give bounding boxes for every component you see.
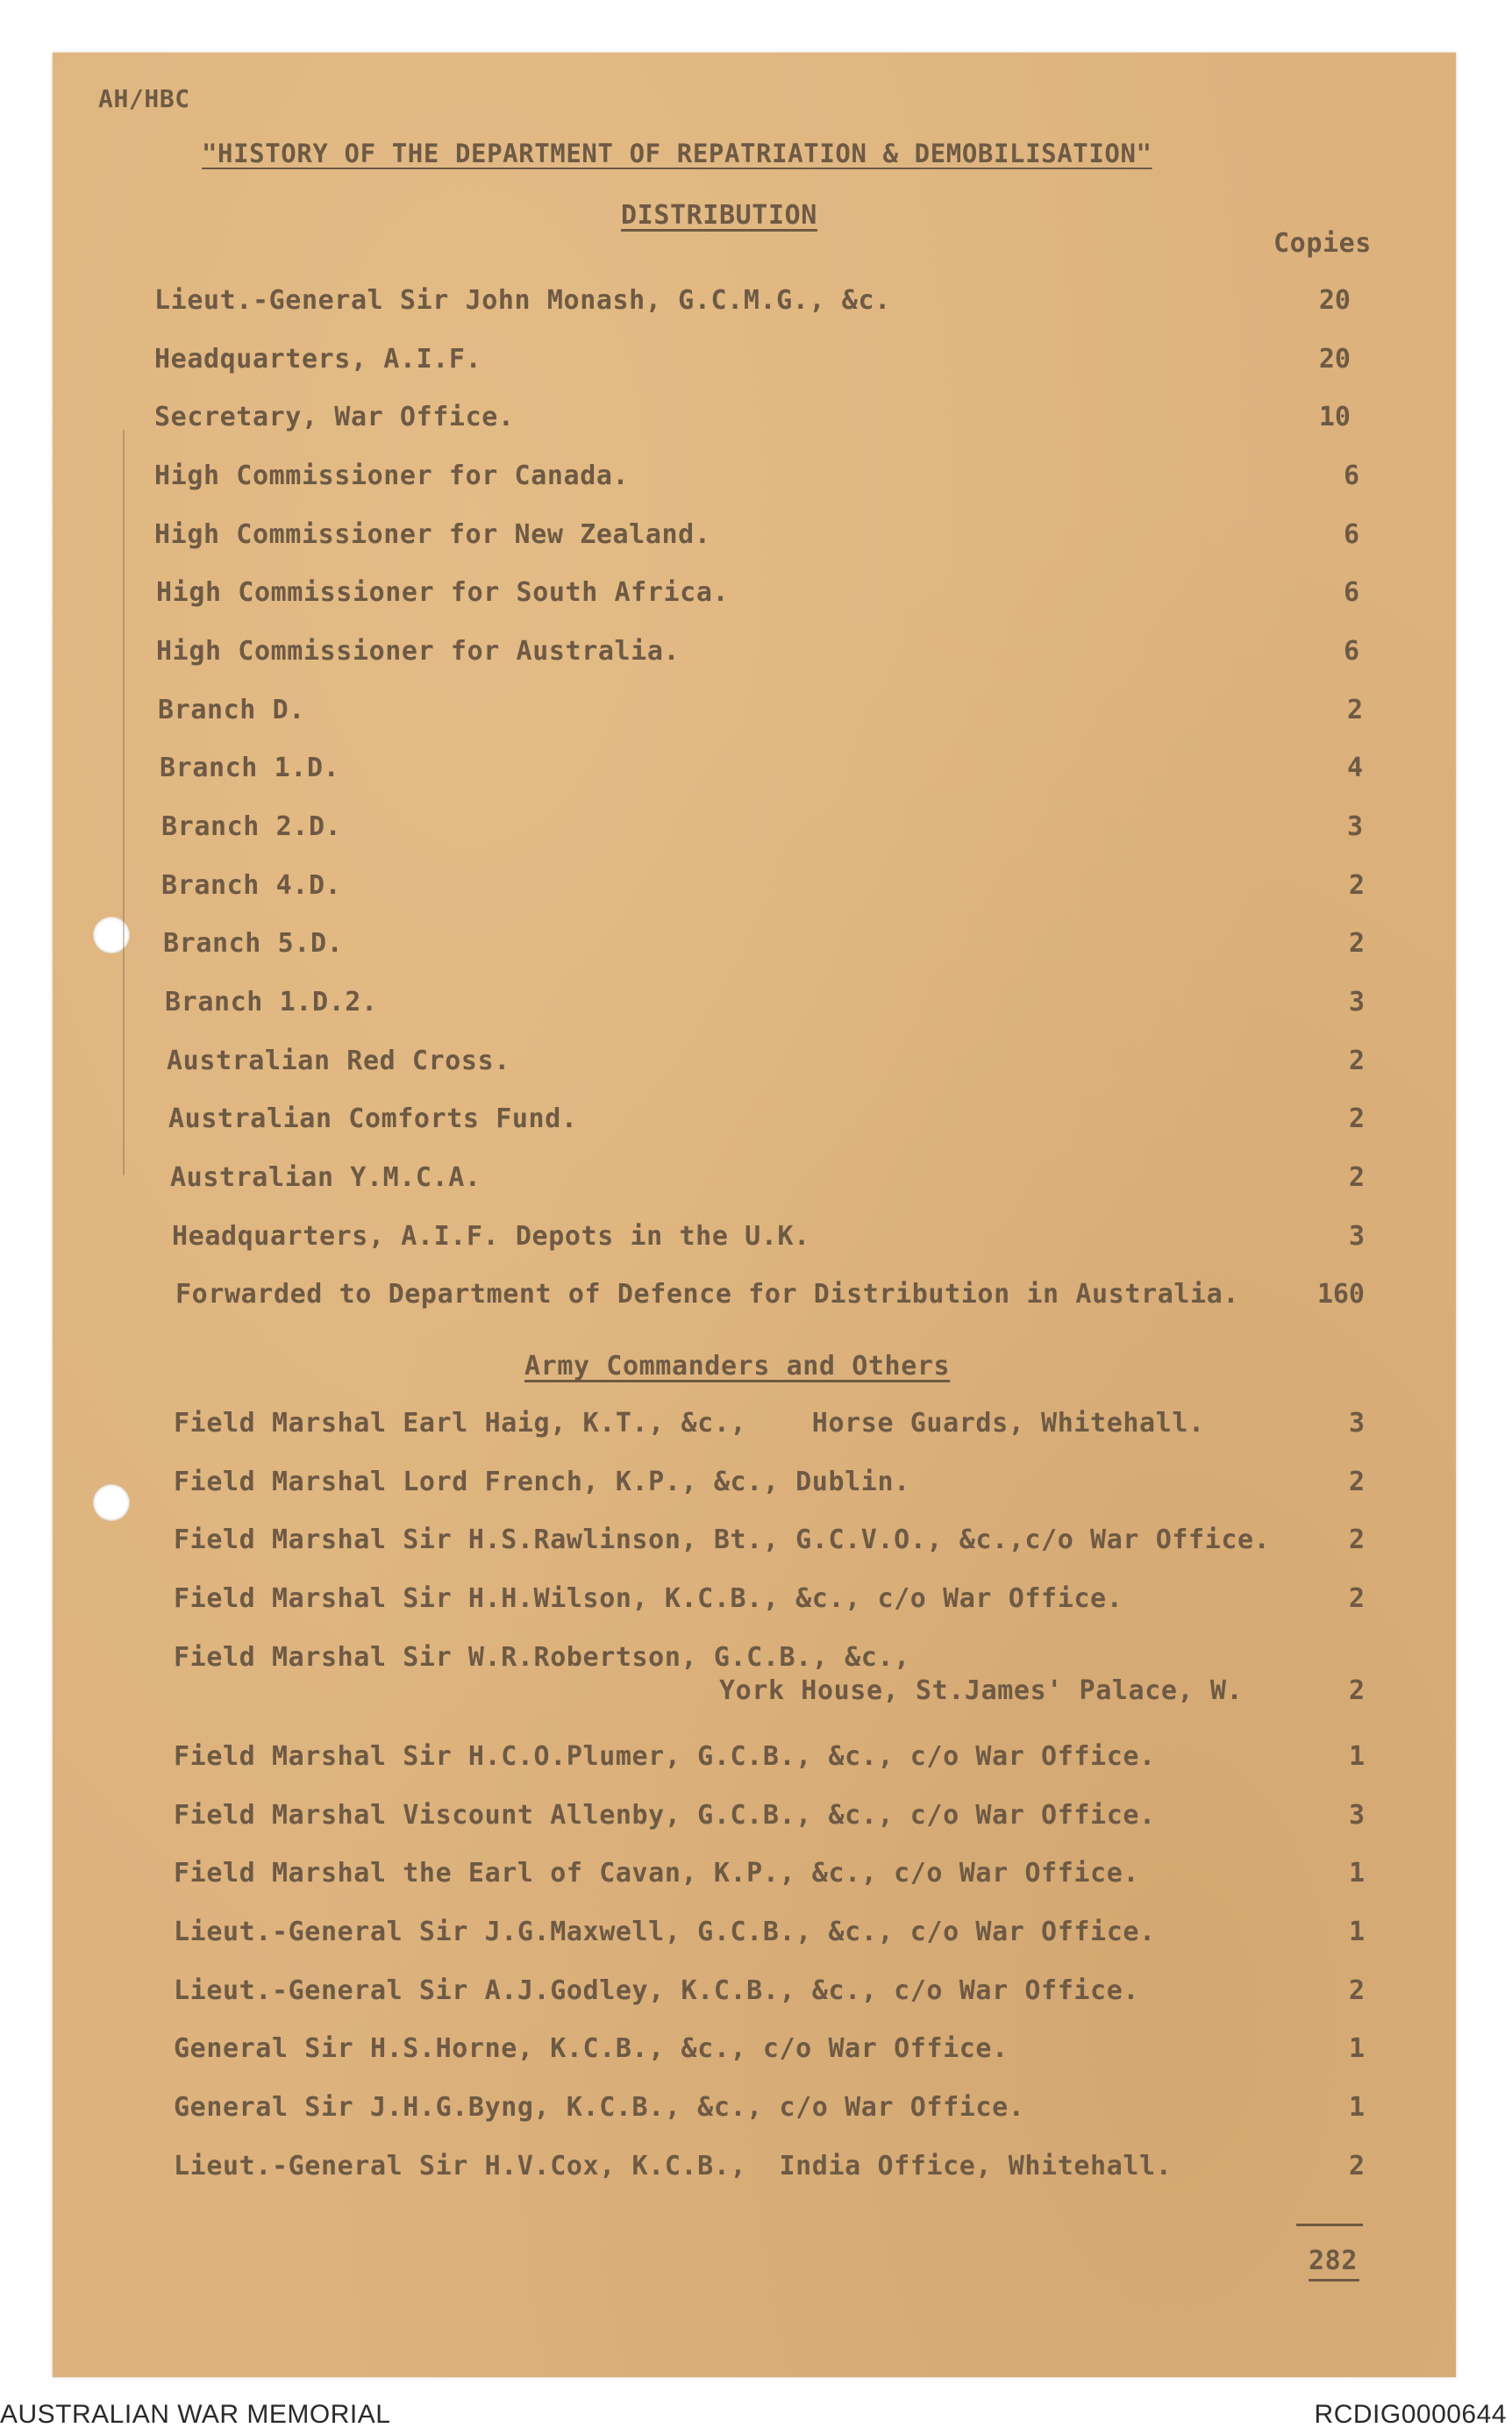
list-item (174, 1975, 1365, 2010)
list-item (174, 1408, 1365, 1443)
list-item (174, 1741, 1365, 1776)
recipient-name: Australian Comforts Fund. (168, 1103, 578, 1134)
recipient-name: Field Marshal Viscount Allenby, G.C.B., &c., c/o War Office. (174, 1800, 1156, 1831)
list-item (174, 2092, 1365, 2127)
footer-institution: AUSTRALIAN WAR MEMORIAL (0, 2400, 391, 2429)
copies-count: 20 (1318, 344, 1351, 375)
list-item (158, 695, 1363, 730)
recipient-name: Field Marshal Earl Haig, K.T., &c., Horse Guards, Whitehall. (174, 1408, 1205, 1439)
copies-column-header: Copies (1273, 228, 1372, 259)
copies-count: 3 (1348, 1221, 1365, 1252)
copies-count: 2 (1348, 1103, 1365, 1134)
recipient-name: Branch 1.D. (160, 753, 340, 783)
recipient-name: Forwarded to Department of Defence for Distribution in Australia. (175, 1279, 1239, 1310)
document-title: "HISTORY OF THE DEPARTMENT OF REPATRIATION & DEMOBILISATION" (202, 139, 1152, 168)
list-item (154, 402, 1351, 437)
list-item (174, 1917, 1365, 1952)
copies-count: 6 (1343, 636, 1359, 667)
list-item (172, 1221, 1365, 1256)
recipient-name: Field Marshal Sir W.R.Robertson, G.C.B., &c., (174, 1642, 910, 1673)
distribution-heading: DISTRIBUTION (621, 200, 817, 231)
recipient-name: Branch D. (158, 695, 305, 725)
copies-count: 3 (1348, 1408, 1365, 1439)
list-item (165, 987, 1365, 1022)
recipient-name: Lieut.-General Sir H.V.Cox, K.C.B., India Office, Whitehall. (174, 2151, 1173, 2182)
copies-count: 2 (1348, 870, 1365, 901)
recipient-name: Field Marshal Lord French, K.P., &c., Dublin. (174, 1467, 910, 1497)
footer-record-id: RCDIG0000644 (1314, 2400, 1507, 2429)
copies-count: 2 (1348, 928, 1365, 959)
recipient-address: York House, St.James' Palace, W. (719, 1675, 1244, 1706)
copies-count: 4 (1346, 753, 1363, 783)
copies-count: 2 (1348, 1583, 1365, 1614)
recipient-name: High Commissioner for Australia. (156, 636, 681, 667)
copies-count: 6 (1343, 519, 1359, 550)
recipient-name: General Sir H.S.Horne, K.C.B., &c., c/o War Office. (174, 2033, 1009, 2064)
recipient-name: Branch 1.D.2. (165, 987, 378, 1018)
recipient-name: Secretary, War Office. (154, 402, 515, 432)
list-item (174, 1642, 1365, 1706)
recipient-name: High Commissioner for South Africa. (156, 577, 730, 608)
copies-count: 3 (1348, 1800, 1365, 1831)
list-item (174, 2151, 1365, 2186)
list-item (174, 1800, 1365, 1835)
section-heading-army-commanders: Army Commanders and Others (524, 1351, 951, 1382)
recipient-name: High Commissioner for Canada. (154, 461, 630, 491)
copies-count: 160 (1316, 1279, 1365, 1310)
list-item (174, 1525, 1365, 1560)
list-item (154, 519, 1359, 554)
copies-count: 6 (1343, 461, 1359, 491)
punch-hole-bottom (93, 1484, 130, 1521)
copies-count: 20 (1318, 285, 1351, 316)
list-item (175, 1279, 1365, 1314)
recipient-name: Headquarters, A.I.F. (154, 344, 482, 375)
total-rule (1296, 2224, 1363, 2226)
copies-count: 2 (1348, 1046, 1365, 1076)
list-item (154, 285, 1351, 320)
recipient-name: Lieut.-General Sir A.J.Godley, K.C.B., &c., c/o War Office. (174, 1975, 1140, 2006)
document-reference: AH/HBC (98, 84, 190, 113)
list-item (160, 753, 1363, 788)
list-item (163, 928, 1365, 963)
recipient-name: General Sir J.H.G.Byng, K.C.B., &c., c/o War Office. (174, 2092, 1025, 2123)
copies-count: 2 (1348, 1525, 1365, 1555)
recipient-name: Branch 2.D. (161, 811, 342, 842)
recipient-name: Australian Y.M.C.A. (170, 1162, 481, 1193)
recipient-name: Field Marshal Sir H.S.Rawlinson, Bt., G.C.V.O., &c.,c/o War Office. (174, 1525, 1271, 1555)
list-item (161, 870, 1365, 905)
list-item (156, 636, 1359, 671)
list-item (156, 577, 1359, 612)
copies-count: 2 (1348, 1162, 1365, 1193)
copies-count: 1 (1348, 1917, 1365, 1947)
total-copies: 282 (1309, 2246, 1358, 2276)
recipient-name: Field Marshal Sir H.H.Wilson, K.C.B., &c., c/o War Office. (174, 1583, 1123, 1614)
recipient-name: Field Marshal the Earl of Cavan, K.P., &c., c/o War Office. (174, 1858, 1140, 1889)
list-item (174, 2033, 1365, 2068)
copies-count: 1 (1348, 2033, 1365, 2064)
copies-count: 10 (1318, 402, 1351, 432)
recipient-name: Branch 5.D. (163, 928, 344, 959)
list-item (168, 1103, 1365, 1139)
copies-count: 1 (1348, 2092, 1365, 2123)
recipient-name: High Commissioner for New Zealand. (154, 519, 711, 550)
list-item (154, 461, 1359, 496)
recipient-name: Headquarters, A.I.F. Depots in the U.K. (172, 1221, 810, 1252)
recipient-name: Field Marshal Sir H.C.O.Plumer, G.C.B., &c., c/o War Office. (174, 1741, 1156, 1772)
copies-count: 1 (1348, 1858, 1365, 1889)
document-page (53, 53, 1456, 2377)
copies-count: 2 (1348, 1975, 1365, 2006)
copies-count: 1 (1348, 1741, 1365, 1772)
list-item (167, 1046, 1365, 1081)
copies-count: 6 (1343, 577, 1359, 608)
list-item (154, 344, 1351, 379)
total-underline (1309, 2279, 1359, 2281)
copies-count: 2 (1346, 695, 1363, 725)
list-item (161, 811, 1363, 846)
margin-crease (123, 430, 125, 1175)
copies-count: 2 (1348, 2151, 1365, 2182)
recipient-name: Australian Red Cross. (167, 1046, 510, 1076)
list-item (174, 1467, 1365, 1502)
copies-count: 2 (1348, 1675, 1365, 1706)
copies-count: 2 (1348, 1467, 1365, 1497)
copies-count: 3 (1348, 987, 1365, 1018)
recipient-name: Lieut.-General Sir J.G.Maxwell, G.C.B., &c., c/o War Office. (174, 1917, 1156, 1947)
recipient-name: Branch 4.D. (161, 870, 342, 901)
list-item (174, 1858, 1365, 1893)
list-item (170, 1162, 1365, 1197)
list-item (174, 1583, 1365, 1618)
copies-count: 3 (1346, 811, 1363, 842)
recipient-name: Lieut.-General Sir John Monash, G.C.M.G., &c. (154, 285, 891, 316)
